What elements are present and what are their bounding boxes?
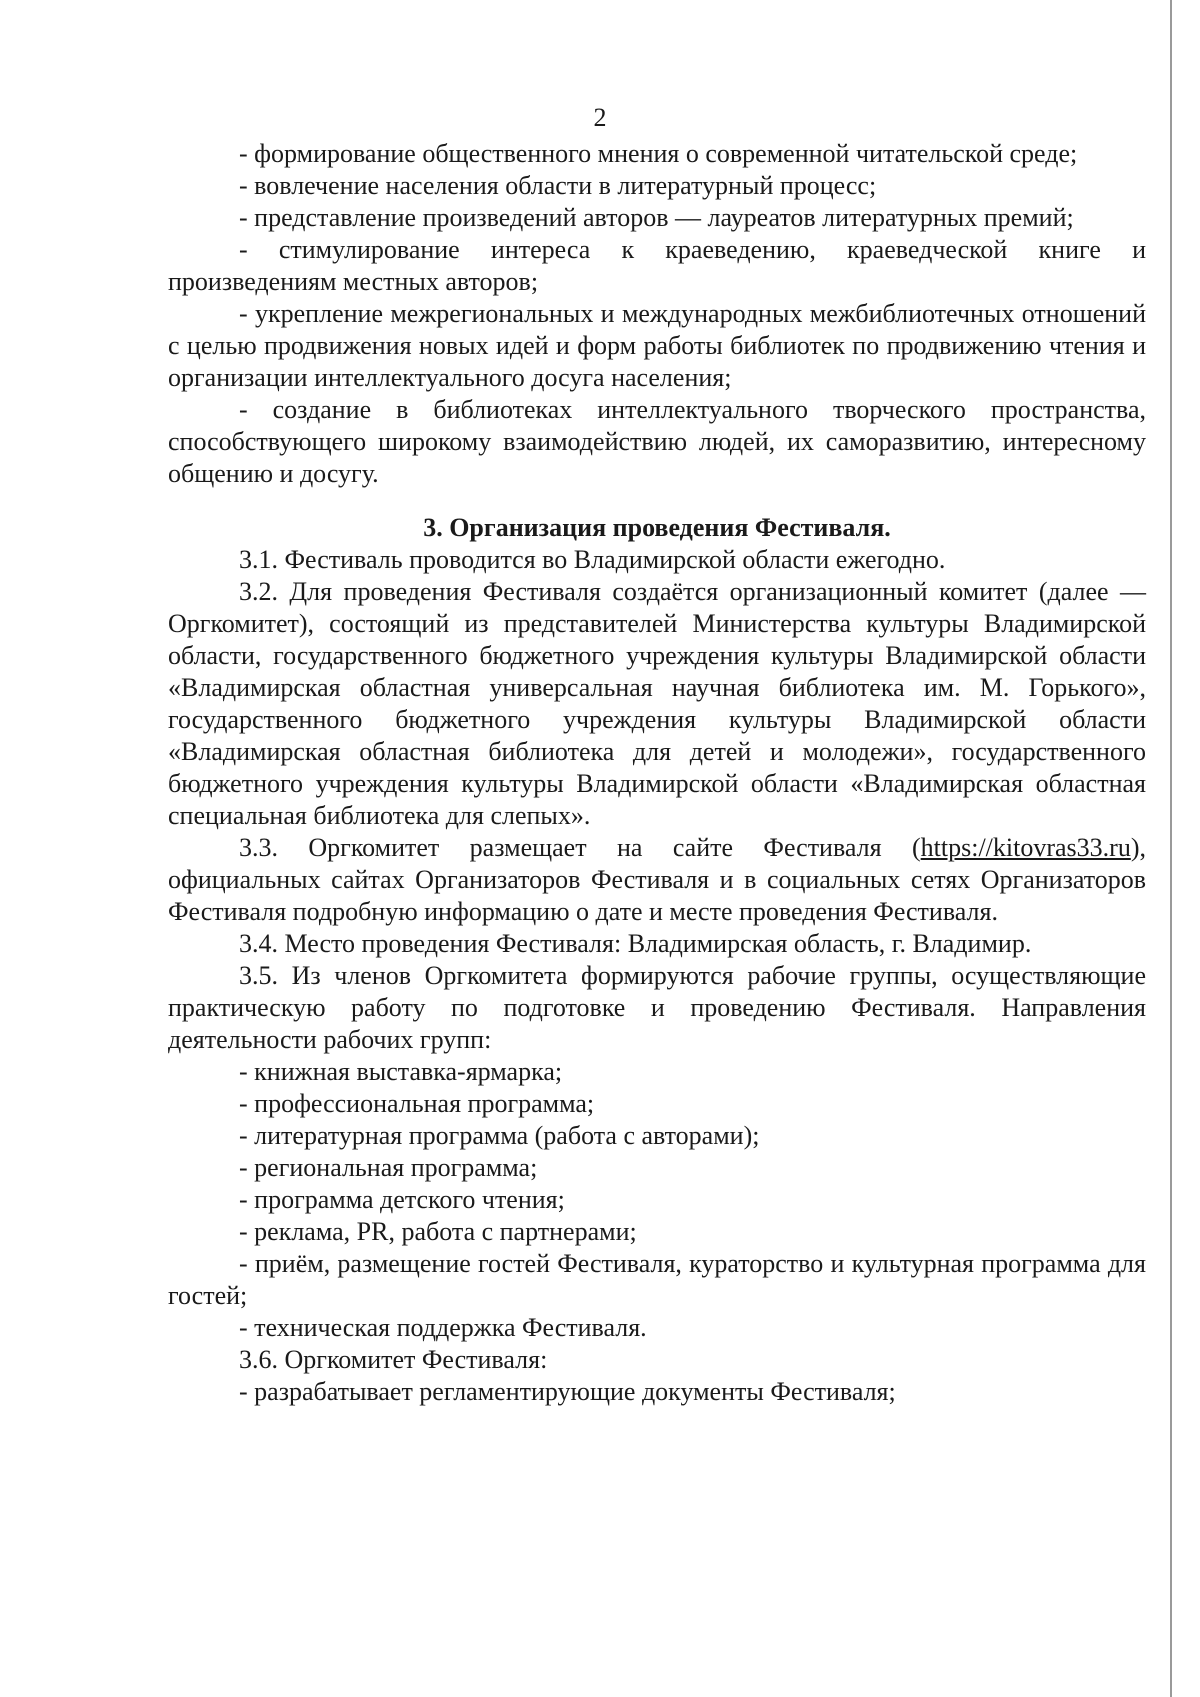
festival-website-link[interactable]: https://kitovras33.ru [920, 833, 1131, 862]
paragraph-3-3 [168, 832, 1146, 928]
working-group-item: - реклама, PR, работа с партнерами; [239, 1217, 637, 1246]
working-group-item: - техническая поддержка Фестиваля. [239, 1313, 647, 1342]
paragraph-3-1: 3.1. Фестиваль проводится во Владимирской области ежегодно. [239, 545, 946, 574]
goal-item: - создание в библиотеках интеллектуального творческого пространства, способствующего широкому взаимодействию людей, их саморазвитию, интересному общению и досугу. [168, 395, 1146, 488]
working-group-item: - литературная программа (работа с авторами); [239, 1121, 760, 1150]
document-body [168, 138, 1146, 1408]
paragraph-3-3-text-start: 3.3. Оргкомитет размещает на сайте Фестиваля ( [239, 833, 921, 862]
working-group-item: - программа детского чтения; [239, 1185, 565, 1214]
goal-item: - представление произведений авторов — лауреатов литературных премий; [239, 203, 1074, 232]
page-number: 2 [593, 103, 607, 132]
goal-item: - стимулирование интереса к краеведению, краеведческой книге и произведениям местных авторов; [168, 235, 1146, 296]
paragraph-3-5: 3.5. Из членов Оргкомитета формируются рабочие группы, осуществляющие практическую работу по подготовке и проведению Фестиваля. Направления деятельности рабочих групп: [168, 961, 1146, 1054]
paragraph-3-3-text-end: ), официальных сайтах Организаторов Фестиваля и в социальных сетях Организаторов Фестиваля подробную информацию о дате и месте проведения Фестиваля. [168, 833, 1146, 926]
working-group-item: - региональная программа; [239, 1153, 538, 1182]
goal-item: - укрепление межрегиональных и международных межбиблиотечных отношений с целью продвижения новых идей и форм работы библиотек по продвижению чтения и организации интеллектуального досуга населения; [168, 299, 1146, 392]
page-edge-line [1170, 0, 1172, 1697]
working-group-item: - книжная выставка-ярмарка; [239, 1057, 563, 1086]
working-group-item: - профессиональная программа; [239, 1089, 595, 1118]
goal-item: - вовлечение населения области в литературный процесс; [239, 171, 877, 200]
paragraph-3-4: 3.4. Место проведения Фестиваля: Владимирская область, г. Владимир. [239, 929, 1032, 958]
paragraph-3-2: 3.2. Для проведения Фестиваля создаётся организационный комитет (далее — Оргкомитет), состоящий из представителей Министерства культуры Владимирской области, государственного бюджетного учреждения культуры Владимирской области «Владимирская областная универсальная научная библиотека им. М. Горького», государственного бюджетного учреждения культуры Владимирской области «Владимирская областная библиотека для детей и молодежи», государственного бюджетного учреждения культуры Владимирской области «Владимирская областная специальная библиотека для слепых». [168, 577, 1146, 830]
section-heading: 3. Организация проведения Фестиваля. [423, 513, 891, 542]
goal-item: - формирование общественного мнения о современной читательской среде; [239, 139, 1078, 168]
orgcommittee-duty-item: - разрабатывает регламентирующие документы Фестиваля; [239, 1377, 896, 1406]
paragraph-3-6: 3.6. Оргкомитет Фестиваля: [239, 1345, 548, 1374]
working-group-item: - приём, размещение гостей Фестиваля, кураторство и культурная программа для гостей; [168, 1249, 1146, 1310]
